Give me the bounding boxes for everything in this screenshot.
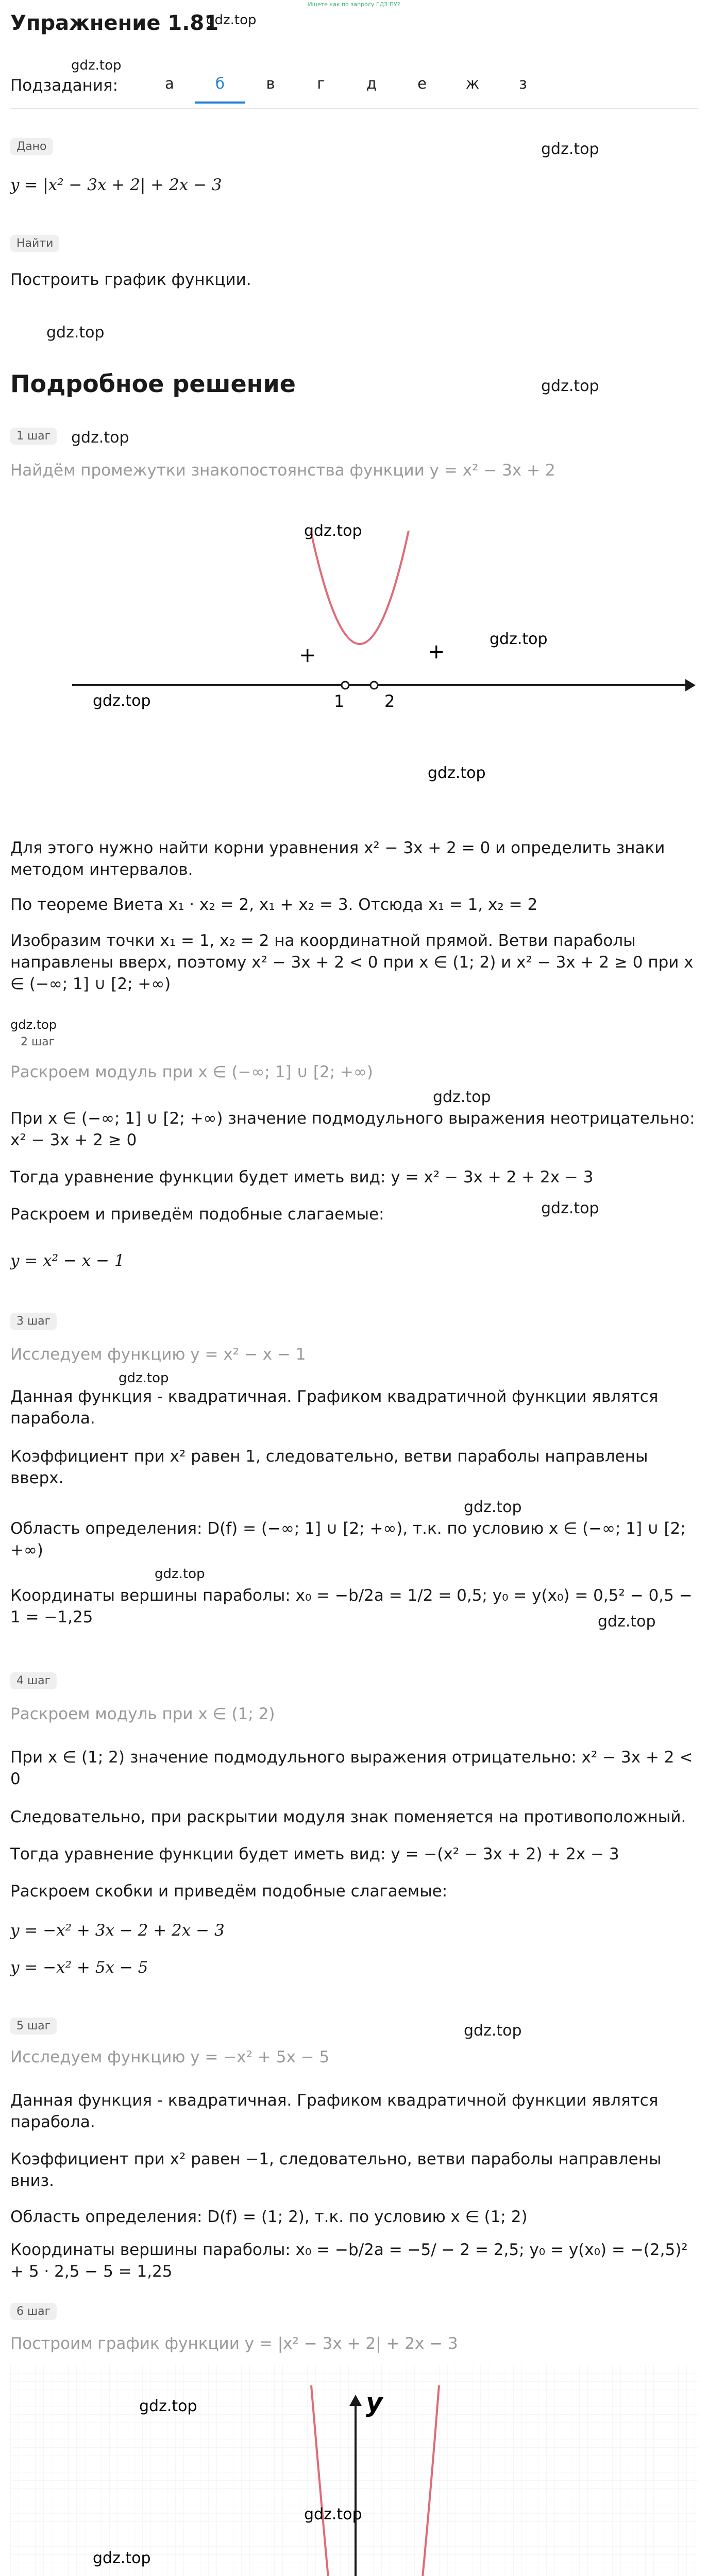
watermark: gdz.top: [93, 692, 151, 710]
step-4-p1: При x ∈ (1; 2) значение подмодульного выражения отрицательно: x² − 3x + 2 < 0: [10, 1748, 693, 1788]
step-2-heading: Раскроем модуль при x ∈ (−∞; 1] ∪ [2; +∞): [10, 1063, 373, 1081]
step-6-heading: Построим график функции y = |x² − 3x + 2| + 2x − 3: [10, 2334, 458, 2353]
parabola-curve: [311, 531, 409, 644]
step-4-p2: Следовательно, при раскрытии модуля знак поменяется на противоположный.: [10, 1808, 686, 1826]
grid-background: [10, 2365, 698, 2576]
y-axis-label: y: [366, 2387, 383, 2417]
page-title: Упражнение 1.81: [10, 11, 219, 35]
tab-d[interactable]: д: [366, 75, 377, 92]
tab-b[interactable]: б: [195, 75, 245, 104]
step-1-p2: По теореме Виета x₁ · x₂ = 2, x₁ + x₂ = 3. Отсюда x₁ = 1, x₂ = 2: [10, 895, 538, 914]
watermark: gdz.top: [10, 1018, 57, 1032]
step-1-p3: Изобразим точки x₁ = 1, x₂ = 2 на координатной прямой. Ветви параболы направлены вверх, поэтому x² − 3x + 2 < 0 при x ∈ (1; 2) и x² − 3x + 2 ≥ 0 при x ∈ (−∞; 1] ∪ [2; +∞): [10, 931, 694, 993]
step-3-p1: Данная функция - квадратичная. Графиком квадратичной функции являтся парабола.: [10, 1387, 659, 1428]
watermark: gdz.top: [598, 1613, 656, 1631]
step-3-p4: Координаты вершины параболы: x₀ = −b/2a = 1/2 = 0,5; y₀ = y(x₀) = 0,5² − 0,5 − 1 = −1,25: [10, 1586, 693, 1626]
tab-z[interactable]: з: [519, 75, 527, 92]
step-2-p1: При x ∈ (−∞; 1] ∪ [2; +∞) значение подмодульного выражения неотрицательно: x² − 3x + 2 ≥ 0: [10, 1109, 695, 1149]
root-1-label: 1: [334, 691, 345, 711]
step-5-label: 5 шаг: [10, 2018, 57, 2035]
step-4-label: 4 шаг: [10, 1672, 57, 1689]
root-2-label: 2: [384, 691, 395, 711]
tabs-divider: [10, 108, 698, 109]
step-1-p1: Для этого нужно найти корни уравнения x² − 3x + 2 = 0 и определить знаки методом интервалов.: [10, 839, 665, 879]
step-6-label: 6 шаг: [10, 2303, 57, 2320]
step-3-p2: Коэффициент при x² равен 1, следовательно, ветви параболы направлены вверх.: [10, 1447, 648, 1487]
step-4-p3: Тогда уравнение функции будет иметь вид: y = −(x² − 3x + 2) + 2x − 3: [10, 1845, 619, 1863]
step-2-p2: Тогда уравнение функции будет иметь вид: y = x² − 3x + 2 + 2x − 3: [10, 1168, 594, 1187]
step-3-p3: Область определения: D(f) = (−∞; 1] ∪ [2; +∞), т.к. по условию x ∈ (−∞; 1] ∪ [2; +∞): [10, 1519, 686, 1560]
step-1-heading: Найдём промежутки знакопостоянства функции y = x² − 3x + 2: [10, 461, 555, 480]
step-4-formula-1: y = −x² + 3x − 2 + 2x − 3: [10, 1921, 225, 1940]
tab-v[interactable]: в: [266, 75, 275, 92]
watermark: gdz.top: [541, 140, 599, 158]
watermark: gdz.top: [119, 1370, 169, 1386]
watermark: gdz.top: [541, 1199, 599, 1217]
watermark: gdz.top: [304, 2505, 362, 2523]
watermark: gdz.top: [464, 1498, 522, 1516]
watermark: gdz.top: [139, 2397, 197, 2415]
watermark: gdz.top: [304, 522, 362, 540]
step-6-function-graph: [10, 2365, 698, 2576]
step-5-p1: Данная функция - квадратичная. Графиком квадратичной функции являтся парабола.: [10, 2091, 659, 2131]
root-2-point: [370, 682, 378, 689]
step-2-label: 2 шаг: [21, 1036, 55, 1048]
number-line-arrow: [685, 679, 696, 691]
step-1-label: 1 шаг: [10, 428, 57, 445]
watermark: gdz.top: [428, 764, 486, 782]
plus-right-label: +: [428, 640, 445, 664]
step-4-heading: Раскроем модуль при x ∈ (1; 2): [10, 1705, 275, 1723]
step-2-formula: y = x² − x − 1: [10, 1251, 125, 1270]
step-4-p4: Раскроем скобки и приведём подобные слагаемые:: [10, 1882, 448, 1901]
watermark: gdz.top: [71, 58, 122, 73]
step-2-p3: Раскроем и приведём подобные слагаемые:: [10, 1205, 384, 1224]
watermark: gdz.top: [433, 1088, 491, 1106]
given-formula: y = |x² − 3x + 2| + 2x − 3: [10, 176, 222, 194]
step-3-heading: Исследуем функцию y = x² − x − 1: [10, 1345, 306, 1364]
step-5-p2: Коэффициент при x² равен −1, следовательно, ветви параболы направлены вниз.: [10, 2150, 662, 2190]
tab-a[interactable]: а: [165, 75, 174, 92]
watermark: gdz.top: [490, 630, 548, 648]
step-5-p3: Область определения: D(f) = (1; 2), т.к. по условию x ∈ (1; 2): [10, 2208, 528, 2226]
tab-e[interactable]: е: [417, 75, 427, 92]
step-5-p4: Координаты вершины параболы: x₀ = −b/2a = −5/ − 2 = 2,5; y₀ = y(x₀) = −(2,5)² + 5 · 2,5 − 5 = 1,25: [10, 2241, 688, 2281]
given-label: Дано: [10, 138, 53, 155]
step-1-sign-graph: [10, 489, 698, 809]
solution-title: Подробное решение: [10, 370, 296, 398]
tab-g[interactable]: г: [317, 75, 325, 92]
step-3-label: 3 шаг: [10, 1313, 57, 1330]
watermark: gdz.top: [541, 377, 599, 395]
find-label: Найти: [10, 235, 59, 252]
plus-left-label: +: [299, 643, 316, 667]
watermark: gdz.top: [155, 1566, 205, 1582]
top-note: Ищете как по запросу ГДЗ ПУ?: [308, 1, 400, 8]
subtasks-label: Подзадания:: [10, 76, 119, 95]
watermark: gdz.top: [464, 2022, 522, 2040]
root-1-point: [342, 682, 349, 689]
subtask-tabs: [144, 75, 548, 104]
step-5-heading: Исследуем функцию y = −x² + 5x − 5: [10, 2048, 330, 2066]
watermark: gdz.top: [71, 429, 129, 447]
watermark: gdz.top: [93, 2549, 151, 2567]
step-4-formula-2: y = −x² + 5x − 5: [10, 1958, 148, 1977]
find-text: Построить график функции.: [10, 270, 251, 289]
watermark: gdz.top: [46, 324, 105, 342]
tab-zh[interactable]: ж: [465, 75, 480, 92]
watermark: gdz.top: [206, 12, 257, 28]
